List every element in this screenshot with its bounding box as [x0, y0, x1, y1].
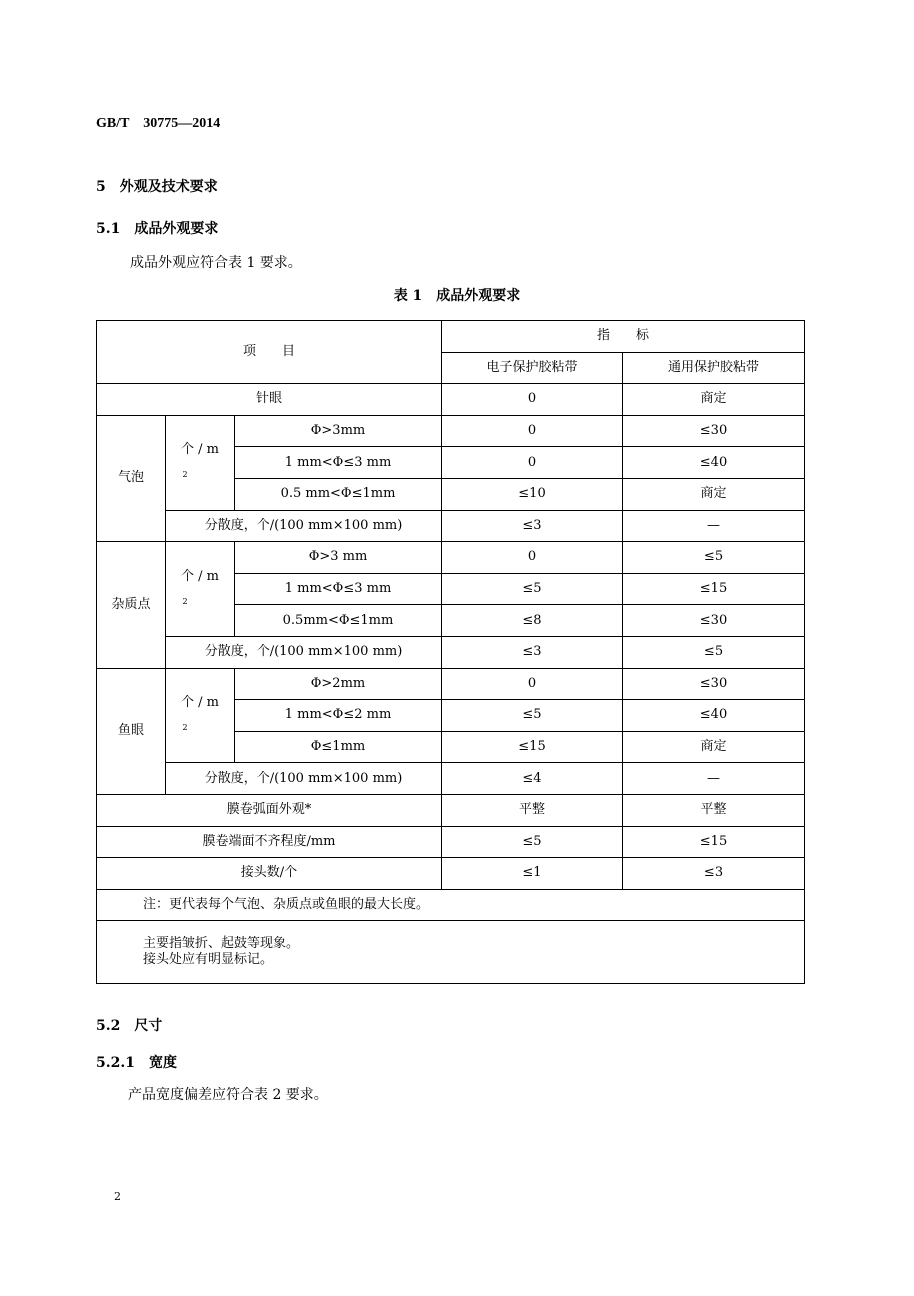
- size-range: Φ>2mm: [235, 668, 442, 700]
- end-face-label: 膜卷端面不齐程度/mm: [97, 826, 442, 858]
- value-electronic: ≤5: [442, 700, 623, 732]
- value-general: ≤40: [623, 447, 805, 479]
- value-general: ≤30: [623, 605, 805, 637]
- value-general: —: [623, 763, 805, 795]
- section-5-heading: 5 外观及技术要求: [96, 179, 218, 195]
- group-name: 鱼眼: [97, 668, 166, 794]
- unit-label: 个 / m: [181, 568, 219, 584]
- table-row: [97, 763, 805, 795]
- dispersion-label: 分散度，个/(100 mm×100 mm): [166, 763, 442, 795]
- table-row: [97, 415, 805, 447]
- value-electronic: 0: [442, 542, 623, 574]
- value-general: 商定: [623, 731, 805, 763]
- value-electronic: ≤10: [442, 478, 623, 510]
- pinhole-electronic: 0: [442, 384, 623, 416]
- table-1-caption: 表 1 成品外观要求: [393, 288, 521, 304]
- unit-cell: [166, 542, 235, 637]
- footnote-line-2: 接头处应有明显标记。: [143, 952, 274, 968]
- value-general: ≤15: [623, 826, 805, 858]
- dispersion-label: 分散度，个/(100 mm×100 mm): [166, 636, 442, 668]
- section-5-2-1-text: 产品宽度偏差应符合表 2 要求。: [128, 1087, 328, 1103]
- section-5-2-heading: 5.2 尺寸: [96, 1018, 163, 1034]
- section-5-1-heading: 5.1 成品外观要求: [96, 221, 219, 237]
- value-general: ≤40: [623, 700, 805, 732]
- header-electronic-tape: 电子保护胶粘带: [442, 352, 623, 384]
- joints-label: 接头数/个: [97, 858, 442, 890]
- unit-superscript: 2: [182, 722, 188, 732]
- value-electronic: ≤5: [442, 573, 623, 605]
- value-general: ≤30: [623, 415, 805, 447]
- header-indicator: 指 标: [442, 321, 805, 353]
- value-electronic: 0: [442, 447, 623, 479]
- table-row: [97, 794, 805, 826]
- size-range: Φ>3mm: [235, 415, 442, 447]
- table-row: [97, 826, 805, 858]
- value-electronic: 平整: [442, 794, 623, 826]
- size-range: 1 mm<Φ≤3 mm: [235, 447, 442, 479]
- size-range: 1 mm<Φ≤2 mm: [235, 700, 442, 732]
- header-item: 项 目: [97, 321, 442, 384]
- value-electronic: ≤15: [442, 731, 623, 763]
- value-general: ≤30: [623, 668, 805, 700]
- table-row: [97, 510, 805, 542]
- unit-cell: [166, 668, 235, 763]
- size-range: Φ≤1mm: [235, 731, 442, 763]
- dispersion-label: 分散度，个/(100 mm×100 mm): [166, 510, 442, 542]
- value-general: ≤15: [623, 573, 805, 605]
- value-general: —: [623, 510, 805, 542]
- section-5-1-text: 成品外观应符合表 1 要求。: [130, 255, 302, 271]
- table-row: [97, 668, 805, 700]
- value-general: ≤5: [623, 636, 805, 668]
- value-electronic: ≤3: [442, 636, 623, 668]
- value-general: 平整: [623, 794, 805, 826]
- pinhole-general: 商定: [623, 384, 805, 416]
- footnote-line-1: 主要指皱折、起鼓等现象。: [143, 936, 300, 952]
- unit-superscript: 2: [182, 596, 188, 606]
- unit-label: 个 / m: [181, 442, 219, 458]
- unit-label: 个 / m: [181, 694, 219, 710]
- value-electronic: ≤5: [442, 826, 623, 858]
- value-general: 商定: [623, 478, 805, 510]
- header-general-tape: 通用保护胶粘带: [623, 352, 805, 384]
- value-general: ≤3: [623, 858, 805, 890]
- size-range: 0.5mm<Φ≤1mm: [235, 605, 442, 637]
- value-electronic: 0: [442, 415, 623, 447]
- table-note: 注：更代表每个气泡、杂质点或鱼眼的最大长度。: [97, 889, 805, 921]
- document-code-header: GB/T 30775—2014: [96, 116, 221, 131]
- table-row: [97, 858, 805, 890]
- value-electronic: ≤8: [442, 605, 623, 637]
- pinhole-label: 针眼: [97, 384, 442, 416]
- table-footnote: [97, 921, 805, 984]
- unit-cell: [166, 415, 235, 510]
- size-range: 1 mm<Φ≤3 mm: [235, 573, 442, 605]
- value-electronic: 0: [442, 668, 623, 700]
- size-range: Φ>3 mm: [235, 542, 442, 574]
- value-electronic: ≤1: [442, 858, 623, 890]
- group-name: 杂质点: [97, 542, 166, 668]
- unit-superscript: 2: [182, 470, 188, 480]
- size-range: 0.5 mm<Φ≤1mm: [235, 478, 442, 510]
- value-electronic: ≤3: [442, 510, 623, 542]
- arc-appearance-label: 膜卷弧面外观*: [97, 794, 442, 826]
- table-row: [97, 542, 805, 574]
- table-row: [97, 384, 805, 416]
- group-name: 气泡: [97, 415, 166, 541]
- table-row: [97, 636, 805, 668]
- value-electronic: ≤4: [442, 763, 623, 795]
- appearance-requirements-table: [96, 320, 805, 984]
- value-general: ≤5: [623, 542, 805, 574]
- page-number: 2: [114, 1190, 121, 1203]
- section-5-2-1-heading: 5.2.1 宽度: [96, 1055, 177, 1071]
